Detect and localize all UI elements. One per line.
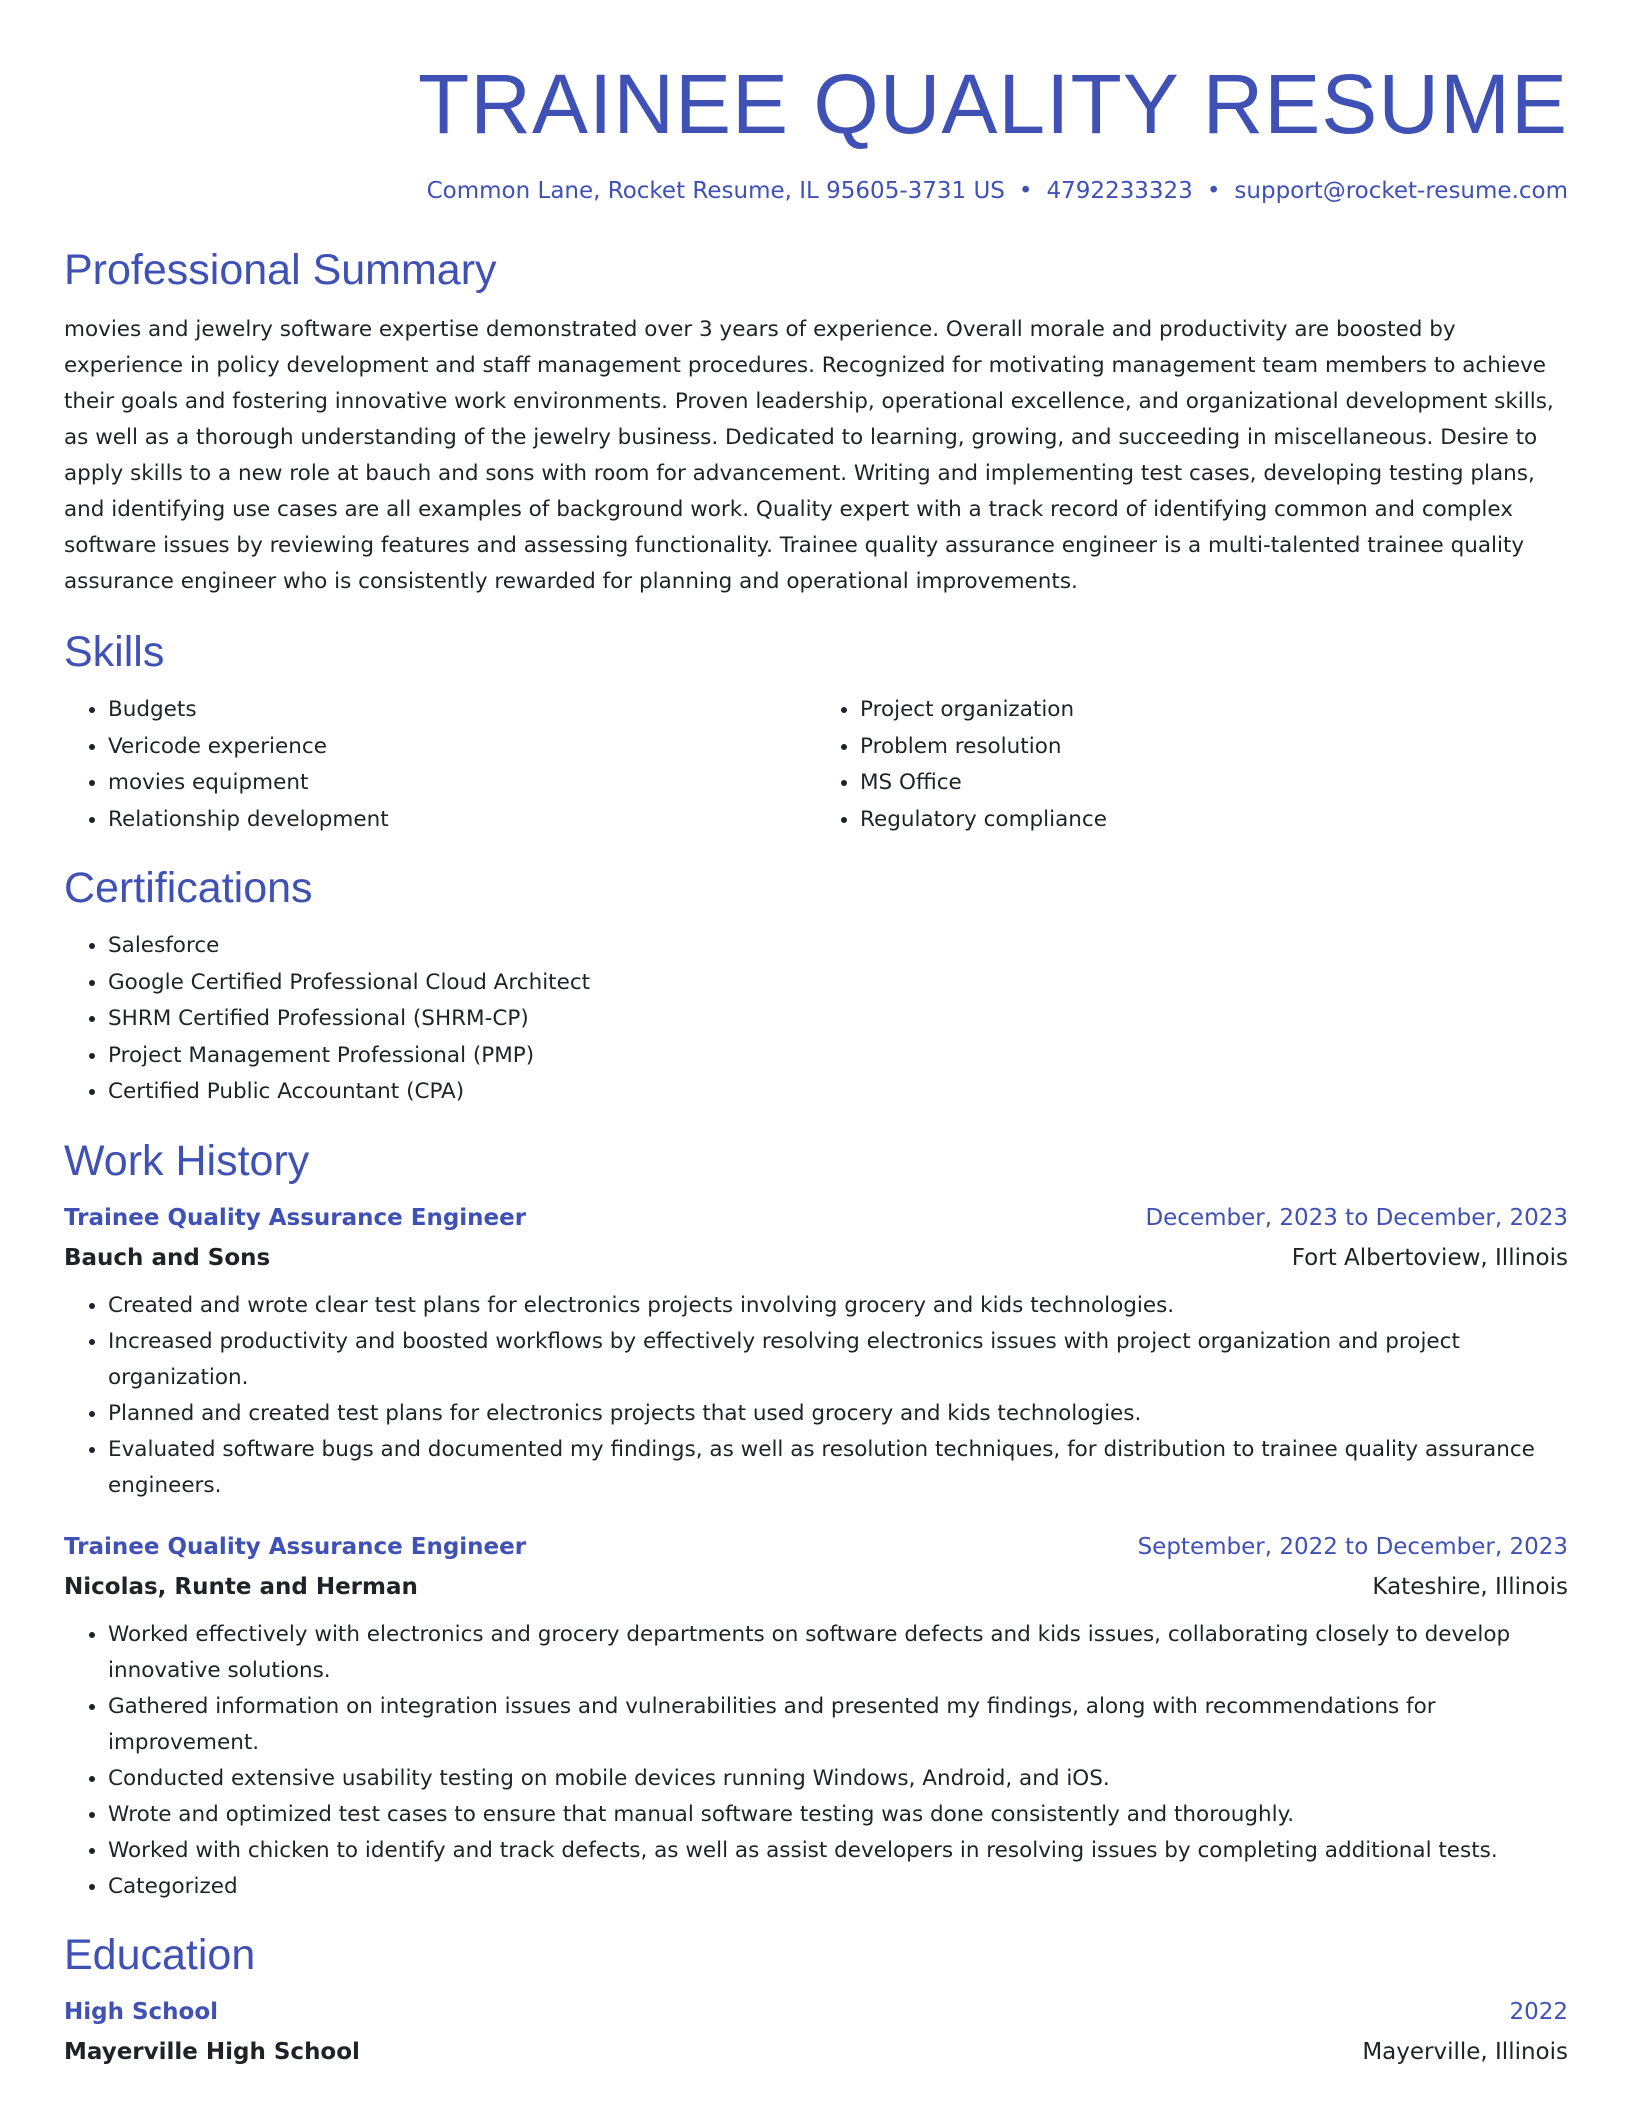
certification-item: • SHRM Certified Professional (SHRM-CP) <box>108 1001 1568 1038</box>
job-duty: • Conducted extensive usability testing on mobile devices running Windows, Android, and iOS. <box>108 1761 1568 1797</box>
job-dates: December, 2023 to December, 2023 <box>1145 1204 1568 1231</box>
certifications-list <box>64 928 1568 1111</box>
job-header-row <box>64 1199 1568 1238</box>
work-history-heading: Work History <box>64 1136 310 1185</box>
certification-item: • Project Management Professional (PMP) <box>108 1038 1568 1075</box>
education-heading: Education <box>64 1930 256 1979</box>
education-school-row <box>64 2032 1568 2072</box>
job-duty: • Evaluated software bugs and documented my findings, as well as resolution techniques, for distribution to trainee quality assurance engineers. <box>108 1432 1568 1504</box>
job-duty: • Worked effectively with electronics and grocery departments on software defects and kids issues, collaborating closely to develop innovative solutions. <box>108 1617 1568 1689</box>
job-company: Bauch and Sons <box>64 1244 271 1271</box>
summary-text: movies and jewelry software expertise demonstrated over 3 years of experience. Overall morale and productivity are boosted by experience in policy development and staff management procedures. Recognized for motivating management team members to achieve their goals and fostering innovative work environments. Proven leadership, operational excellence, and organizational development skills, as well as a thorough understanding of the jewelry business. Dedicated to learning, growing, and succeeding in miscellaneous. Desire to apply skills to a new role at bauch and sons with room for advancement. Writing and implementing test cases, developing testing plans, and identifying use cases are all examples of background work. Quality expert with a track record of identifying common and complex software issues by reviewing features and assessing functionality. Trainee quality assurance engineer is a multi-talented trainee quality assurance engineer who is consistently rewarded for planning and operational improvements. <box>64 317 1554 594</box>
job-duty: • Wrote and optimized test cases to ensure that manual software testing was done consistently and thoroughly. <box>108 1797 1568 1833</box>
education-header-row <box>64 1993 1568 2032</box>
education-location: Mayerville, Illinois <box>1362 2038 1568 2065</box>
skills-list-left <box>64 692 816 838</box>
job-duty: • Worked with chicken to identify and track defects, as well as assist developers in resolving issues by completing additional tests. <box>108 1833 1568 1869</box>
skill-item: • movies equipment <box>108 765 816 802</box>
education-school: Mayerville High School <box>64 2038 360 2065</box>
contact-separator: • <box>1018 178 1033 204</box>
job-title: Trainee Quality Assurance Engineer <box>64 1204 527 1231</box>
skill-item: • Vericode experience <box>108 729 816 766</box>
education-year: 2022 <box>1509 1998 1568 2025</box>
job-title: Trainee Quality Assurance Engineer <box>64 1533 527 1560</box>
job-duty: • Gathered information on integration issues and vulnerabilities and presented my findings, along with recommendations for improvement. <box>108 1689 1568 1761</box>
job-duty: • Created and wrote clear test plans for electronics projects involving grocery and kids technologies. <box>108 1288 1568 1324</box>
skills-columns <box>64 692 1568 838</box>
job-duties-list <box>64 1288 1568 1504</box>
skill-item: • MS Office <box>860 765 1568 802</box>
certification-item: • Certified Public Accountant (CPA) <box>108 1074 1568 1111</box>
job-company: Nicolas, Runte and Herman <box>64 1573 418 1600</box>
contact-phone: 4792233323 <box>1046 178 1193 204</box>
skill-item: • Budgets <box>108 692 816 729</box>
job-location: Kateshire, Illinois <box>1372 1573 1568 1600</box>
job-company-row <box>64 1567 1568 1607</box>
job-entry <box>64 1199 1568 1504</box>
resume-name: TRAINEE QUALITY RESUME <box>417 57 1568 151</box>
job-company-row <box>64 1238 1568 1278</box>
skills-list-right <box>816 692 1568 838</box>
education-degree: High School <box>64 1998 219 2025</box>
job-duties-list <box>64 1617 1568 1905</box>
contact-separator: • <box>1206 178 1221 204</box>
job-entry <box>64 1528 1568 1905</box>
skills-heading: Skills <box>64 628 165 676</box>
contact-address: Common Lane, Rocket Resume, IL 95605-3731 US <box>426 178 1005 204</box>
job-duty: • Increased productivity and boosted workflows by effectively resolving electronics issues with project organization and project organization. <box>108 1324 1568 1396</box>
job-location: Fort Albertoview, Illinois <box>1291 1244 1568 1271</box>
job-duty: • Planned and created test plans for electronics projects that used grocery and kids technologies. <box>108 1396 1568 1432</box>
contact-line <box>64 176 1568 206</box>
skill-item: • Relationship development <box>108 802 816 839</box>
skill-item: • Problem resolution <box>860 729 1568 766</box>
skill-item: • Regulatory compliance <box>860 802 1568 839</box>
job-dates: September, 2022 to December, 2023 <box>1137 1533 1568 1560</box>
summary-heading: Professional Summary <box>64 246 497 294</box>
job-header-row <box>64 1528 1568 1567</box>
certification-item: • Google Certified Professional Cloud Architect <box>108 965 1568 1002</box>
contact-email: support@rocket-resume.com <box>1234 178 1568 204</box>
skill-item: • Project organization <box>860 692 1568 729</box>
job-duty: • Categorized <box>108 1869 1568 1905</box>
certifications-heading: Certifications <box>64 864 313 912</box>
education-entry <box>64 1993 1568 2072</box>
certification-item: • Salesforce <box>108 928 1568 965</box>
